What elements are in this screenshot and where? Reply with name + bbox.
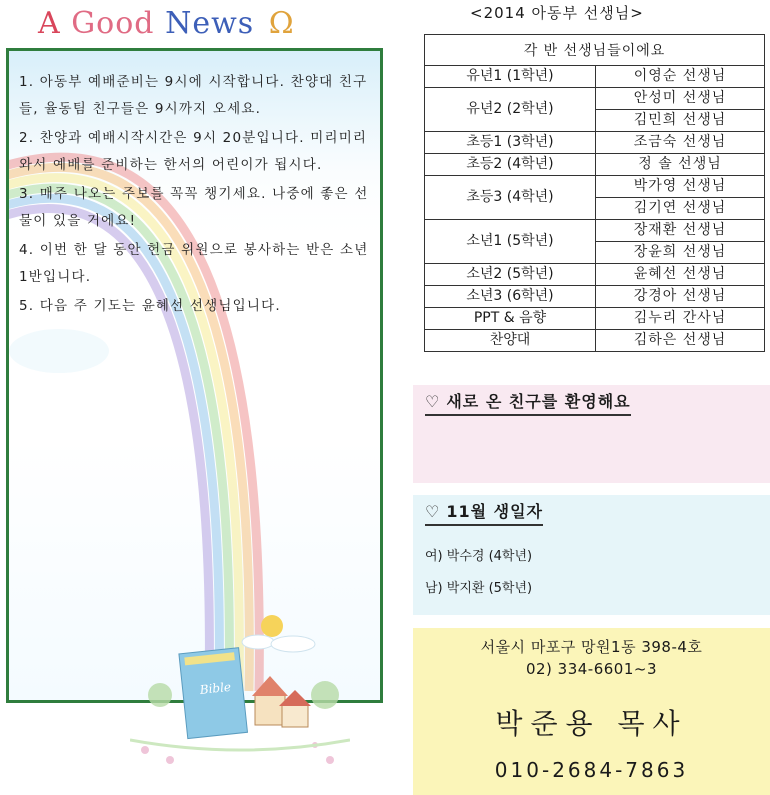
church-address: 서울시 마포구 망원1동 398-4호	[480, 638, 703, 656]
table-row	[425, 308, 765, 330]
table-row	[425, 66, 765, 88]
birthday-heading	[425, 499, 543, 526]
class-cell: 초등1 (3학년)	[425, 132, 596, 154]
news-list	[19, 69, 374, 322]
class-cell: 유년2 (2학년)	[425, 88, 596, 132]
teacher-cell: 강경아 선생님	[596, 286, 765, 308]
table-row	[425, 176, 765, 198]
teacher-cell: 조금숙 선생님	[596, 132, 765, 154]
title-word-good: Good	[71, 6, 155, 41]
title-word-a: A	[38, 6, 61, 41]
birthday-heading-text: 11월 생일자	[446, 502, 544, 521]
table-row	[425, 132, 765, 154]
pastor-name: 박준용 목사	[495, 707, 688, 740]
welcome-heading-text: 새로 온 친구를 환영해요	[446, 392, 631, 411]
bible-house-illustration-icon	[130, 610, 350, 795]
news-item: 3. 매주 나오는 주보를 꼭꼭 챙기세요. 나중에 좋은 선물이 있을 거에요!	[19, 186, 369, 229]
teacher-cell: 이영순 선생님	[596, 66, 765, 88]
teacher-cell: 장재환 선생님	[596, 220, 765, 242]
news-item: 1. 아동부 예배준비는 9시에 시작합니다. 찬양대 친구들, 율동팀 친구들은 9시까지 오세요.	[19, 74, 368, 117]
table-row	[425, 154, 765, 176]
bible-label: Bible	[199, 679, 232, 697]
teacher-cell: 장윤희 선생님	[596, 242, 765, 264]
contact-section	[413, 628, 770, 795]
table-row	[425, 286, 765, 308]
teacher-cell: 김민희 선생님	[596, 110, 765, 132]
welcome-heading	[425, 389, 631, 416]
church-tel: 02) 334-6601~3	[525, 660, 658, 678]
birthday-section	[413, 495, 770, 615]
table-row	[425, 220, 765, 242]
welcome-section	[413, 385, 770, 483]
class-cell: PPT & 음향	[425, 308, 596, 330]
teacher-cell: 김하은 선생님	[596, 330, 765, 352]
table-row	[425, 88, 765, 110]
table-row	[425, 330, 765, 352]
news-item: 2. 찬양과 예배시작시간은 9시 20분입니다. 미리미리 와서 예배를 준비하는 한서의 어린이가 됩시다.	[19, 130, 368, 173]
class-cell: 찬양대	[425, 330, 596, 352]
teacher-cell: 정 솔 선생님	[596, 154, 765, 176]
birthday-girls: 여) 박수경 (4학년)	[425, 549, 533, 564]
teachers-table	[424, 34, 765, 352]
teacher-cell: 윤혜선 선생님	[596, 264, 765, 286]
news-item: 4. 이번 한 달 동안 헌금 위원으로 봉사하는 반은 소년 1반입니다.	[19, 242, 369, 285]
teachers-header: 각 반 선생님들이에요	[425, 35, 765, 66]
heart-icon: ♡	[425, 392, 441, 411]
class-cell: 소년3 (6학년)	[425, 286, 596, 308]
class-cell: 초등2 (4학년)	[425, 154, 596, 176]
class-cell: 유년1 (1학년)	[425, 66, 596, 88]
class-cell: 소년1 (5학년)	[425, 220, 596, 264]
teacher-cell: 안성미 선생님	[596, 88, 765, 110]
news-frame	[6, 48, 383, 703]
teachers-title: <2014 아동부 선생님>	[470, 4, 644, 22]
teacher-cell: 김누리 간사님	[596, 308, 765, 330]
newsletter-title	[38, 6, 368, 50]
pastor-mobile: 010-2684-7863	[494, 758, 689, 782]
teacher-cell: 김기연 선생님	[596, 198, 765, 220]
title-word-news: News	[165, 6, 255, 41]
class-cell: 초등3 (4학년)	[425, 176, 596, 220]
news-item: 5. 다음 주 기도는 윤혜선 선생님입니다.	[19, 298, 281, 314]
teacher-cell: 박가영 선생님	[596, 176, 765, 198]
birthday-boys: 남) 박지환 (5학년)	[425, 581, 533, 596]
class-cell: 소년2 (5학년)	[425, 264, 596, 286]
heart-icon: ♡	[425, 502, 441, 521]
omega-logo-icon: Ω	[268, 6, 295, 41]
table-row	[425, 264, 765, 286]
